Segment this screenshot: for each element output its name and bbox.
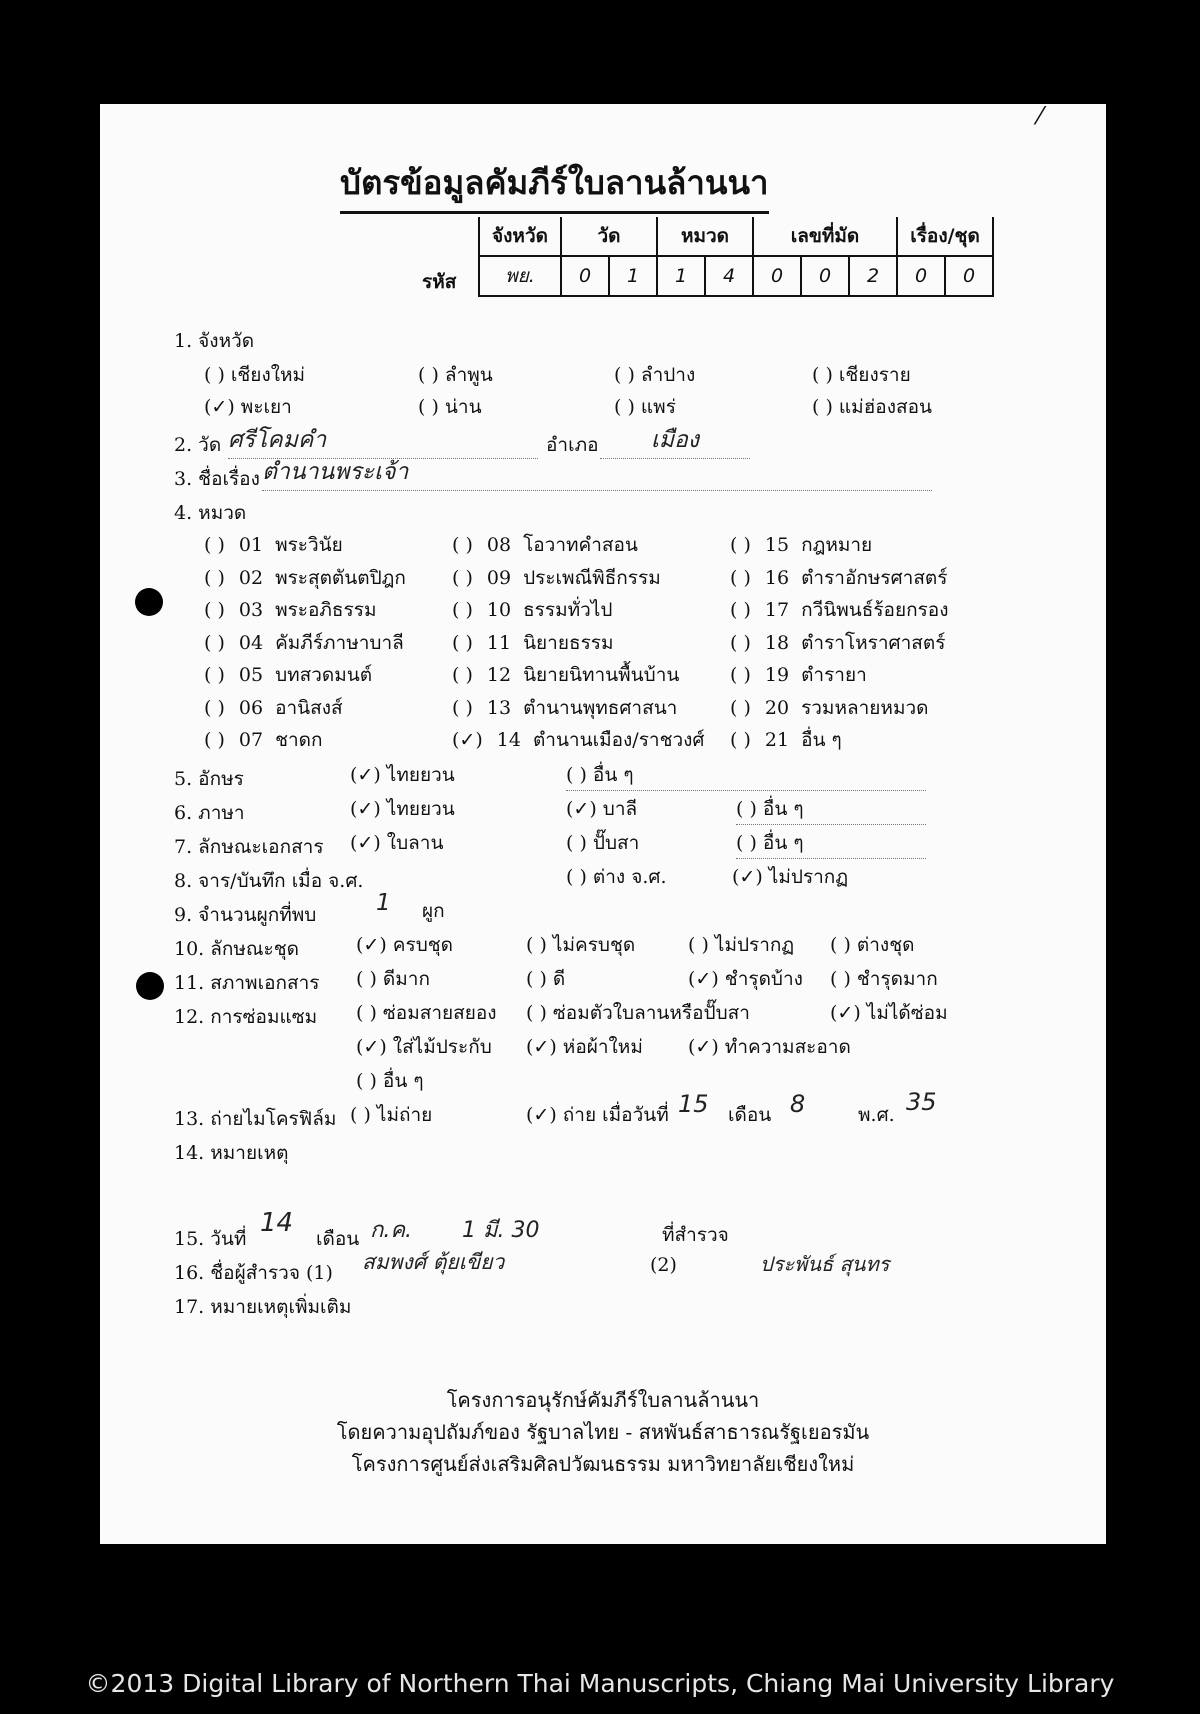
survey-place-label: ที่สำรวจ: [662, 1224, 729, 1246]
code-digit: 4: [705, 256, 753, 296]
s17-label: 17. หมายเหตุเพิ่มเติม: [174, 1296, 352, 1318]
category-checkbox[interactable]: ( ): [730, 664, 751, 686]
category-code: 14: [496, 729, 521, 751]
category-option-12[interactable]: [452, 660, 679, 690]
category-checkbox[interactable]: ( ): [204, 534, 225, 556]
category-label: ธรรมทั่วไป: [523, 599, 613, 621]
code-digit: 0: [897, 256, 945, 296]
category-option-03[interactable]: [204, 595, 376, 625]
s5-label: 5. อักษร: [174, 768, 244, 790]
category-checkbox[interactable]: ( ): [730, 534, 751, 556]
category-checkbox[interactable]: ( ): [452, 566, 473, 589]
s2-label: 2. วัด: [174, 434, 222, 456]
category-code: 11: [486, 631, 512, 654]
condition-option-badly-damaged[interactable]: ( ) ชำรุดมาก: [830, 968, 938, 990]
category-code: 07: [238, 729, 264, 751]
category-checkbox[interactable]: ( ): [452, 696, 473, 719]
category-option-17[interactable]: [730, 595, 948, 625]
category-option-18[interactable]: [730, 628, 945, 658]
month-label: เดือน: [728, 1104, 772, 1126]
amphoe-label: อำเภอ: [546, 434, 599, 456]
category-label: โอวาทคำสอน: [523, 534, 638, 556]
s6-label: 6. ภาษา: [174, 802, 245, 824]
category-option-10[interactable]: [452, 595, 612, 625]
set-option-complete[interactable]: (✓) ครบชุด: [356, 934, 454, 956]
pen-mark-icon: ⁄: [1038, 102, 1043, 130]
repair-option-string[interactable]: ( ) ซ่อมสายสยอง: [356, 1002, 497, 1024]
category-label: อื่น ๆ: [801, 729, 842, 751]
header-temple: วัด: [561, 217, 657, 256]
language-option-thaiyuan[interactable]: (✓) ไทยยวน: [350, 798, 455, 820]
category-checkbox[interactable]: ( ): [204, 729, 225, 751]
card-title: บัตรข้อมูลคัมภีร์ใบลานล้านนา: [340, 156, 769, 214]
surveyor-2-label: (2): [650, 1254, 677, 1276]
code-digit: 0: [753, 256, 801, 296]
s12-label: 12. การซ่อมแซม: [174, 1006, 318, 1028]
punch-hole-icon: [135, 588, 163, 616]
category-checkbox[interactable]: (✓): [452, 729, 483, 751]
year-label: พ.ศ.: [858, 1104, 895, 1126]
category-label: บทสวดมนต์: [275, 664, 373, 686]
category-option-20[interactable]: [730, 693, 929, 723]
footer-line-2: โดยความอุปถัมภ์ของ รัฐบาลไทย - สหพันธ์สาธารณรัฐเยอรมัน: [336, 1420, 870, 1444]
option-phrae[interactable]: ( ) แพร่: [614, 396, 676, 418]
s15-label: 15. วันที่: [174, 1228, 247, 1250]
category-checkbox[interactable]: ( ): [452, 599, 473, 621]
set-option-not-shown[interactable]: ( ) ไม่ปรากฏ: [688, 934, 795, 956]
category-checkbox[interactable]: ( ): [204, 566, 225, 589]
footer-line-1: โครงการอนุรักษ์คัมภีร์ใบลานล้านนา: [446, 1388, 760, 1412]
s13-label: 13. ถ่ายไมโครฟิล์ม: [174, 1108, 337, 1130]
code-digit: 0: [561, 256, 609, 296]
condition-option-slightly-damaged[interactable]: (✓) ชำรุดบ้าง: [688, 968, 803, 990]
option-chiangmai[interactable]: ( ) เชียงใหม่: [204, 364, 306, 386]
microfilm-year[interactable]: 35: [906, 1088, 937, 1116]
header-province: จังหวัด: [479, 217, 561, 256]
header-story-set: เรื่อง/ชุด: [897, 217, 993, 256]
doc-option-other[interactable]: ( ) อื่น ๆ: [736, 828, 926, 859]
repair-option-other[interactable]: ( ) อื่น ๆ: [356, 1070, 424, 1092]
code-digit: 1: [609, 256, 657, 296]
s16-label: 16. ชื่อผู้สำรวจ (1): [174, 1262, 333, 1284]
option-lamphun[interactable]: ( ) ลำพูน: [418, 364, 493, 386]
category-option-04[interactable]: [204, 628, 404, 658]
category-checkbox[interactable]: ( ): [204, 631, 225, 654]
survey-day[interactable]: 14: [260, 1208, 294, 1238]
microfilm-day[interactable]: 15: [678, 1090, 709, 1118]
footer-line-3: โครงการศูนย์ส่งเสริมศิลปวัฒนธรรม มหาวิทยาลัยเชียงใหม่: [351, 1452, 855, 1476]
set-option-incomplete[interactable]: ( ) ไม่ครบชุด: [526, 934, 636, 956]
category-option-09[interactable]: [452, 563, 661, 593]
code-table: [478, 217, 994, 297]
s14-label: 14. หมายเหตุ: [174, 1142, 289, 1164]
option-phayao[interactable]: (✓) พะเยา: [204, 396, 292, 418]
category-code: 08: [486, 534, 512, 556]
category-code: 18: [764, 631, 790, 654]
category-checkbox[interactable]: ( ): [730, 696, 751, 719]
option-nan[interactable]: ( ) น่าน: [418, 396, 482, 418]
category-label: กวีนิพนธ์ร้อยกรอง: [801, 599, 949, 621]
category-code: 06: [238, 696, 264, 719]
category-label: อานิสงส์: [275, 696, 343, 719]
category-checkbox[interactable]: ( ): [730, 599, 751, 621]
category-option-01[interactable]: [204, 530, 343, 560]
copyright-notice: ©2013 Digital Library of Northern Thai Manuscripts, Chiang Mai University Library: [85, 1669, 1115, 1698]
category-label: ตำราโหราศาสตร์: [801, 631, 946, 654]
repair-option-cover-boards[interactable]: (✓) ใส่ไม้ประกับ: [356, 1036, 492, 1058]
s10-label: 10. ลักษณะชุด: [174, 938, 299, 960]
s7-label: 7. ลักษณะเอกสาร: [174, 836, 324, 858]
category-code: 10: [486, 599, 512, 621]
category-code: 17: [764, 599, 790, 621]
category-option-13[interactable]: [452, 693, 677, 723]
category-code: 20: [764, 696, 790, 719]
amphoe-field[interactable]: เมือง: [600, 422, 750, 459]
surveyor-2-name[interactable]: ประพันธ์ สุนทร: [760, 1252, 890, 1276]
punch-hole-icon: [136, 972, 164, 1000]
category-option-15[interactable]: [730, 530, 872, 560]
registration-card: [100, 104, 1106, 1544]
bundle-unit: ผูก: [422, 900, 445, 922]
category-option-05[interactable]: [204, 660, 372, 690]
category-code: 16: [764, 566, 790, 589]
category-option-07[interactable]: [204, 725, 322, 755]
category-checkbox[interactable]: ( ): [730, 566, 751, 589]
category-checkbox[interactable]: ( ): [204, 696, 225, 719]
repair-option-leaf[interactable]: ( ) ซ่อมตัวใบลานหรือปั๊บสา: [526, 1002, 750, 1024]
category-label: ประเพณีพิธีกรรม: [523, 566, 661, 589]
category-checkbox[interactable]: ( ): [204, 664, 225, 686]
category-option-16[interactable]: [730, 563, 947, 593]
category-code: 15: [764, 534, 790, 556]
category-label: พระวินัย: [275, 534, 343, 556]
category-checkbox[interactable]: ( ): [452, 664, 473, 686]
category-label: คัมภีร์ภาษาบาลี: [275, 631, 404, 654]
header-category: หมวด: [657, 217, 753, 256]
category-checkbox[interactable]: ( ): [452, 631, 473, 654]
condition-option-good[interactable]: ( ) ดี: [526, 968, 566, 990]
category-label: ตำนานพุทธศาสนา: [523, 696, 678, 719]
s8-label: 8. จาร/บันทึก เมื่อ จ.ศ.: [174, 870, 364, 892]
category-label: พระอภิธรรม: [275, 599, 377, 621]
code-digit: 0: [945, 256, 993, 296]
category-label: ตำรายา: [801, 664, 867, 686]
language-option-other[interactable]: ( ) อื่น ๆ: [736, 794, 926, 825]
microfilm-option-yes[interactable]: (✓) ถ่าย เมื่อวันที่: [526, 1104, 669, 1126]
category-option-14[interactable]: [452, 725, 704, 755]
surveyor-1-name[interactable]: สมพงศ์ ตุ้ยเขียว: [362, 1250, 505, 1274]
category-label: นิยายนิทานพื้นบ้าน: [523, 664, 680, 686]
option-maehongson[interactable]: ( ) แม่ฮ่องสอน: [812, 396, 932, 418]
s9-label: 9. จำนวนผูกที่พบ: [174, 904, 317, 926]
category-checkbox[interactable]: ( ): [730, 729, 751, 751]
script-option-thaiyuan[interactable]: (✓) ไทยยวน: [350, 764, 455, 786]
category-label: กฎหมาย: [801, 534, 873, 556]
microfilm-option-no[interactable]: ( ) ไม่ถ่าย: [350, 1104, 433, 1126]
option-chiangrai[interactable]: ( ) เชียงราย: [812, 364, 911, 386]
code-province: พย.: [479, 256, 561, 296]
category-option-11[interactable]: [452, 628, 614, 658]
temple-field[interactable]: ศรีโคมคำ: [228, 422, 538, 459]
s11-label: 11. สภาพเอกสาร: [174, 972, 320, 994]
microfilm-month[interactable]: 8: [790, 1090, 806, 1118]
category-code: 12: [486, 664, 512, 686]
survey-month-label: เดือน: [316, 1228, 360, 1250]
repair-option-none[interactable]: (✓) ไม่ได้ซ่อม: [830, 1002, 948, 1024]
category-code: 01: [238, 534, 264, 556]
category-label: ตำราอักษรศาสตร์: [801, 566, 948, 589]
s3-label: 3. ชื่อเรื่อง: [174, 468, 260, 490]
category-code: 19: [764, 664, 790, 686]
category-label: ชาดก: [275, 729, 323, 751]
category-option-06[interactable]: [204, 693, 343, 723]
category-code: 05: [238, 664, 264, 686]
category-code: 21: [764, 729, 790, 751]
category-option-21[interactable]: [730, 725, 842, 755]
code-digit: 1: [657, 256, 705, 296]
set-option-different[interactable]: ( ) ต่างชุด: [830, 934, 915, 956]
option-lampang[interactable]: ( ) ลำปาง: [614, 364, 696, 386]
category-label: พระสุตตันตปิฎก: [275, 566, 406, 589]
category-option-19[interactable]: [730, 660, 867, 690]
era-option-not-shown[interactable]: (✓) ไม่ปรากฏ: [732, 866, 849, 888]
script-option-other[interactable]: ( ) อื่น ๆ: [566, 760, 926, 791]
category-option-08[interactable]: [452, 530, 638, 560]
category-checkbox[interactable]: ( ): [730, 631, 751, 654]
category-label: รวมหลายหมวด: [801, 696, 929, 719]
category-code: 04: [238, 631, 264, 654]
category-label: ตำนานเมือง/ราชวงศ์: [532, 729, 705, 751]
category-checkbox[interactable]: ( ): [452, 534, 473, 556]
bundle-count[interactable]: 1: [376, 890, 391, 916]
era-option-different[interactable]: ( ) ต่าง จ.ศ.: [566, 866, 667, 888]
category-checkbox[interactable]: ( ): [204, 599, 225, 621]
repair-option-cleaned[interactable]: (✓) ทำความสะอาด: [688, 1036, 851, 1058]
category-code: 02: [238, 566, 264, 589]
category-code: 09: [486, 566, 512, 589]
code-label: รหัส: [422, 271, 457, 293]
doc-option-palmleaf[interactable]: (✓) ใบลาน: [350, 832, 444, 854]
code-digit: 2: [849, 256, 897, 296]
header-bundle-number: เลขที่มัด: [753, 217, 897, 256]
s4-label: 4. หมวด: [174, 502, 247, 524]
category-option-02[interactable]: [204, 563, 406, 593]
condition-option-excellent[interactable]: ( ) ดีมาก: [356, 968, 430, 990]
category-label: นิยายธรรม: [523, 631, 614, 654]
language-option-pali[interactable]: (✓) บาลี: [566, 798, 638, 820]
title-field[interactable]: ตำนานพระเจ้า: [262, 454, 932, 491]
s1-label: 1. จังหวัด: [174, 330, 255, 352]
survey-month[interactable]: ก.ค.: [370, 1218, 413, 1243]
category-code: 13: [486, 696, 512, 719]
repair-option-new-cloth[interactable]: (✓) ห่อผ้าใหม่: [526, 1036, 643, 1058]
code-digit: 0: [801, 256, 849, 296]
category-code: 03: [238, 599, 264, 621]
survey-year[interactable]: 1 มี. 30: [462, 1218, 540, 1243]
doc-option-papsa[interactable]: ( ) ปั๊บสา: [566, 832, 640, 854]
